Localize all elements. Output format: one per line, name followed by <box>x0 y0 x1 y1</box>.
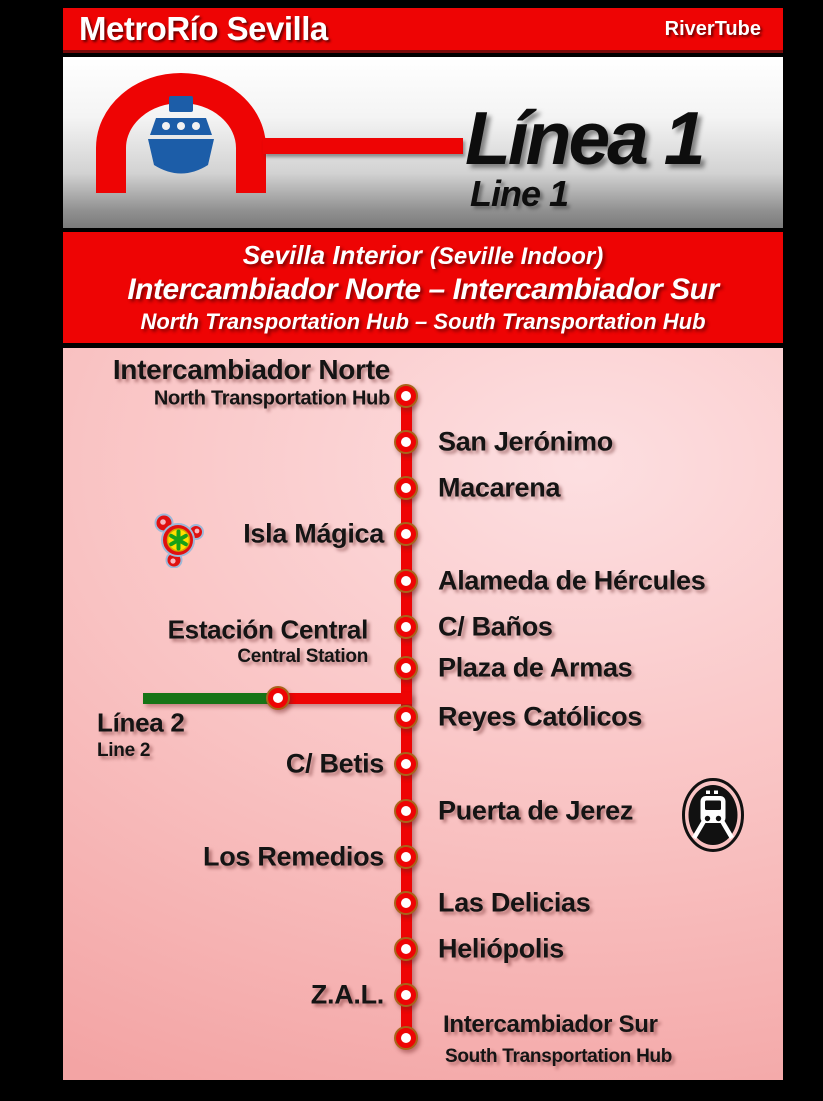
station-sublabel: South Transportation Hub <box>445 1046 673 1067</box>
station-dot <box>394 569 418 593</box>
top-bar <box>63 8 783 53</box>
station-label: Z.A.L. <box>310 979 384 1010</box>
service-area-en: (Seville Indoor) <box>429 243 604 270</box>
line2-sublabel: Line 2 <box>97 740 151 761</box>
station-dot <box>394 1026 418 1050</box>
app-title: MetroRío Sevilla <box>79 10 328 47</box>
line-header-panel <box>63 57 783 228</box>
station-label: C/ Baños <box>438 611 553 642</box>
branch-station-label: Estación Central <box>167 614 368 645</box>
station-label: Reyes Católicos <box>438 701 643 732</box>
station-dot <box>394 891 418 915</box>
route-map <box>63 348 783 1080</box>
station-dot <box>394 799 418 823</box>
route-termini-es: Intercambiador Norte – Intercambiador Sur <box>127 273 719 306</box>
brand-label: RiverTube <box>664 17 761 40</box>
station-dot <box>394 615 418 639</box>
station-label: San Jerónimo <box>438 426 613 457</box>
interchange-station-dot <box>266 686 290 710</box>
station-label: Las Delicias <box>438 887 591 918</box>
station-dot <box>394 522 418 546</box>
station-label: Intercambiador Sur <box>443 1011 658 1038</box>
station-label: C/ Betis <box>285 748 384 779</box>
tunnel-icon <box>96 68 266 198</box>
branch-connector-track <box>278 693 412 704</box>
station-sublabel: North Transportation Hub <box>153 387 390 410</box>
station-dot <box>394 983 418 1007</box>
service-area-line <box>243 240 604 271</box>
line-name-english: Line 1 <box>470 173 569 214</box>
branch-station-sublabel: Central Station <box>237 646 368 667</box>
station-dot <box>394 476 418 500</box>
route-termini-en: North Transportation Hub – South Transportation Hub <box>140 309 706 334</box>
service-area-es: Sevilla Interior <box>242 240 422 270</box>
line2-label: Línea 2 <box>97 707 185 738</box>
station-dot <box>394 752 418 776</box>
station-label: Intercambiador Norte <box>112 354 390 385</box>
rail-icon <box>681 777 745 853</box>
line-name: Línea 1 <box>465 96 703 180</box>
line2-track <box>143 693 278 704</box>
station-dot <box>394 845 418 869</box>
station-dot <box>394 705 418 729</box>
station-label: Macarena <box>438 472 561 503</box>
station-label: Alameda de Hércules <box>438 565 706 596</box>
riverboat-icon <box>148 96 214 174</box>
route-banner <box>63 232 783 343</box>
station-label: Plaza de Armas <box>438 652 633 683</box>
station-dot <box>394 430 418 454</box>
station-dot <box>394 656 418 680</box>
station-label: Los Remedios <box>203 841 384 872</box>
station-dot <box>394 384 418 408</box>
station-label: Heliópolis <box>438 933 565 964</box>
line-color-bar <box>263 138 463 154</box>
isla-magica-logo-icon <box>152 510 206 568</box>
station-dot <box>394 937 418 961</box>
station-label: Isla Mágica <box>243 518 384 549</box>
station-label: Puerta de Jerez <box>438 795 634 826</box>
